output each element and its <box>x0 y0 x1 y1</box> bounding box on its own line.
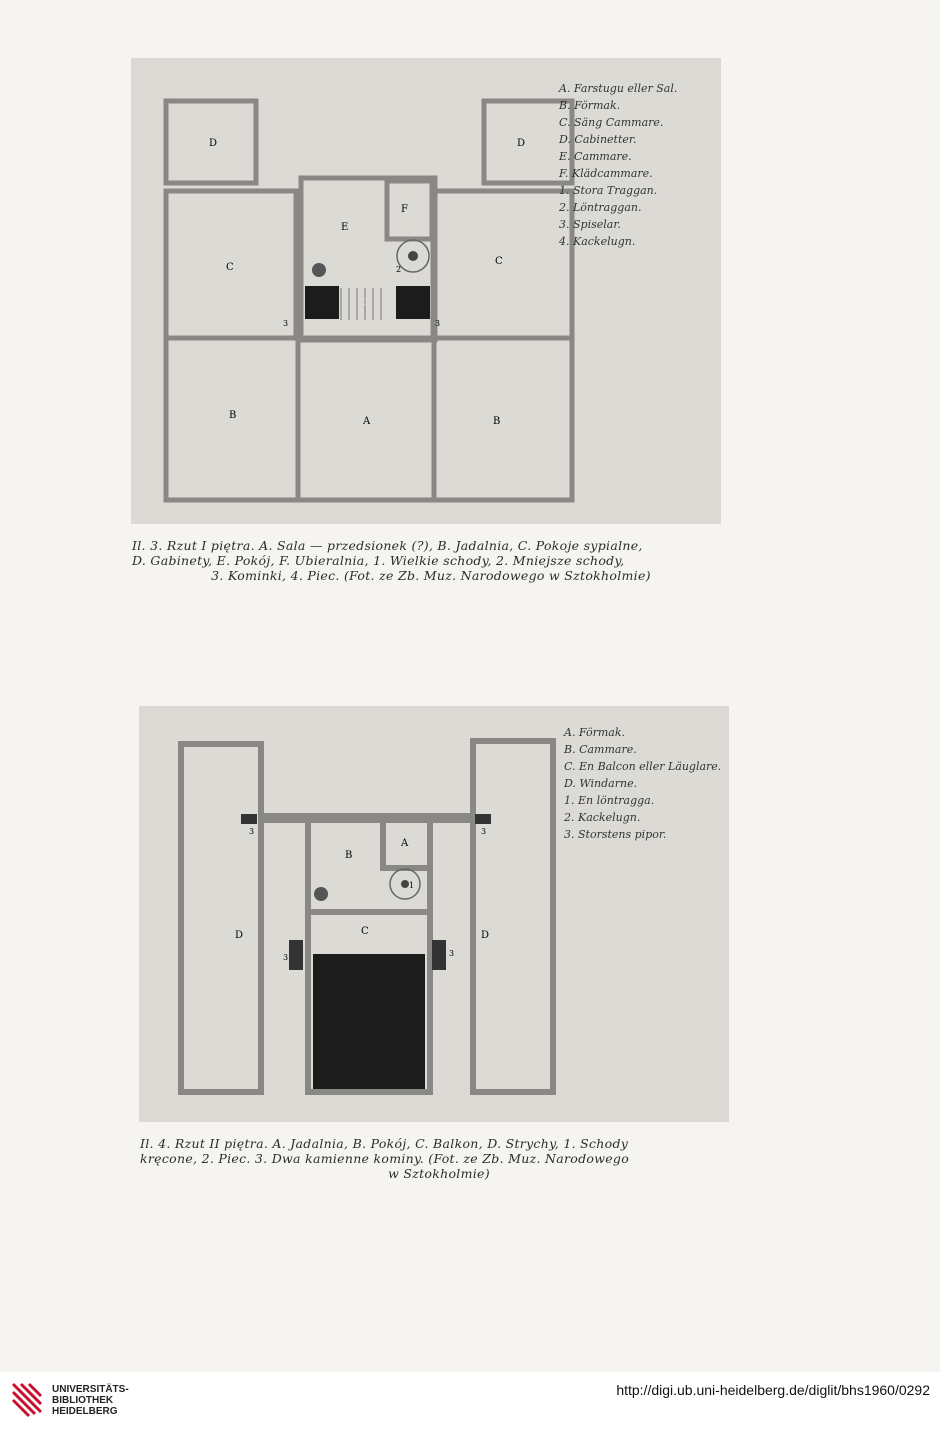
logo-line: BIBLIOTHEK <box>52 1395 114 1406</box>
label-stair-1: 1 <box>409 881 415 890</box>
stove-icon <box>312 263 326 277</box>
legend-plate-1 <box>559 82 677 252</box>
legend-item: C. En Balcon eller Läuglare. <box>564 760 722 773</box>
label-stair-1: 1 <box>363 298 369 308</box>
chimney-left <box>289 940 303 970</box>
label-d-left: D <box>209 138 218 149</box>
legend-item: 2. Kackelugn. <box>564 811 641 824</box>
label-a: A <box>401 838 409 849</box>
legend-item: 4. Kackelugn. <box>559 235 636 248</box>
legend-plate-2 <box>564 726 721 845</box>
caption-line: D. Gabinety, E. Pokój, F. Ubieralnia, 1. Wielkie schody, 2. Mniejsze schody, <box>132 553 625 568</box>
label-stair-2: 2 <box>396 265 402 274</box>
caption-line: Il. 4. Rzut II piętra. A. Jadalnia, B. Pokój, C. Balkon, D. Strychy, 1. Schody <box>140 1136 629 1151</box>
logo-line: UNIVERSITÄTS- <box>52 1384 129 1395</box>
caption-plate-2 <box>140 1136 738 1181</box>
legend-item: E. Cammare. <box>559 150 632 163</box>
label-a: A <box>363 416 371 427</box>
label-e: E <box>341 222 349 233</box>
label-d-right: D <box>481 930 490 941</box>
caption-line: 3. Kominki, 4. Piec. (Fot. ze Zb. Muz. Narodowego w Sztokholmie) <box>211 568 651 583</box>
legend-item: 3. Spiselar. <box>559 218 621 231</box>
label-c: C <box>361 926 369 937</box>
label-fireplace-b: 3 <box>435 319 441 328</box>
legend-item: A. Förmak. <box>564 726 625 739</box>
legend-item: D. Cabinetter. <box>559 133 637 146</box>
label-d-right: D <box>517 138 526 149</box>
label-b-right: B <box>493 416 501 427</box>
floor-plan-2 <box>139 706 729 1122</box>
caption-line: Il. 3. Rzut I piętra. A. Sala — przedsionek (?), B. Jadalnia, C. Pokoje sypialne, <box>132 538 643 553</box>
legend-item: B. Cammare. <box>564 743 637 756</box>
legend-item: D. Windarne. <box>564 777 638 790</box>
library-logo-icon <box>10 1378 44 1422</box>
legend-item: 1. Stora Traggan. <box>559 184 658 197</box>
room-b-right <box>434 338 572 500</box>
caption-plate-1 <box>132 538 730 583</box>
label-chimney-c: 3 <box>283 953 289 962</box>
balcony-fill <box>313 954 425 1089</box>
label-fireplace-a: 3 <box>283 319 289 328</box>
attic-left <box>181 744 261 1092</box>
chimney-upper-left <box>241 814 257 824</box>
library-logo-text <box>52 1384 129 1417</box>
label-chimney-b: 3 <box>481 827 487 836</box>
chimney-right <box>432 940 446 970</box>
attic-right <box>473 741 553 1092</box>
legend-item: C. Säng Cammare. <box>559 116 664 129</box>
legend-item: 2. Löntraggan. <box>559 201 642 214</box>
room-f <box>387 181 432 239</box>
permalink[interactable]: http://digi.ub.uni-heidelberg.de/diglit/bhs1960/0292 <box>616 1382 930 1398</box>
legend-item: 3. Storstens pipor. <box>564 828 667 841</box>
caption-line: kręcone, 2. Piec. 3. Dwa kamienne kominy. (Fot. ze Zb. Muz. Narodowego <box>140 1151 630 1166</box>
caption-line: w Sztokholmie) <box>388 1166 490 1181</box>
legend-item: B. Förmak. <box>559 99 621 112</box>
legend-item: F. Klädcammare. <box>559 167 653 180</box>
stove-icon <box>314 887 328 901</box>
logo-line: HEIDELBERG <box>52 1406 118 1417</box>
label-b: B <box>345 850 353 861</box>
label-chimney-a: 3 <box>249 827 255 836</box>
label-c-left: C <box>226 262 234 273</box>
label-f: F <box>401 204 408 215</box>
label-b-left: B <box>229 410 237 421</box>
chimney-upper-right <box>475 814 491 824</box>
label-chimney-d: 3 <box>449 949 455 958</box>
stair-block-right <box>396 286 430 319</box>
label-c-right: C <box>495 256 503 267</box>
label-d-left: D <box>235 930 244 941</box>
legend-item: A. Farstugu eller Sal. <box>559 82 678 95</box>
legend-item: 1. En löntragga. <box>564 794 655 807</box>
floor-plan-1 <box>131 58 721 524</box>
stair-block-left <box>305 286 339 319</box>
